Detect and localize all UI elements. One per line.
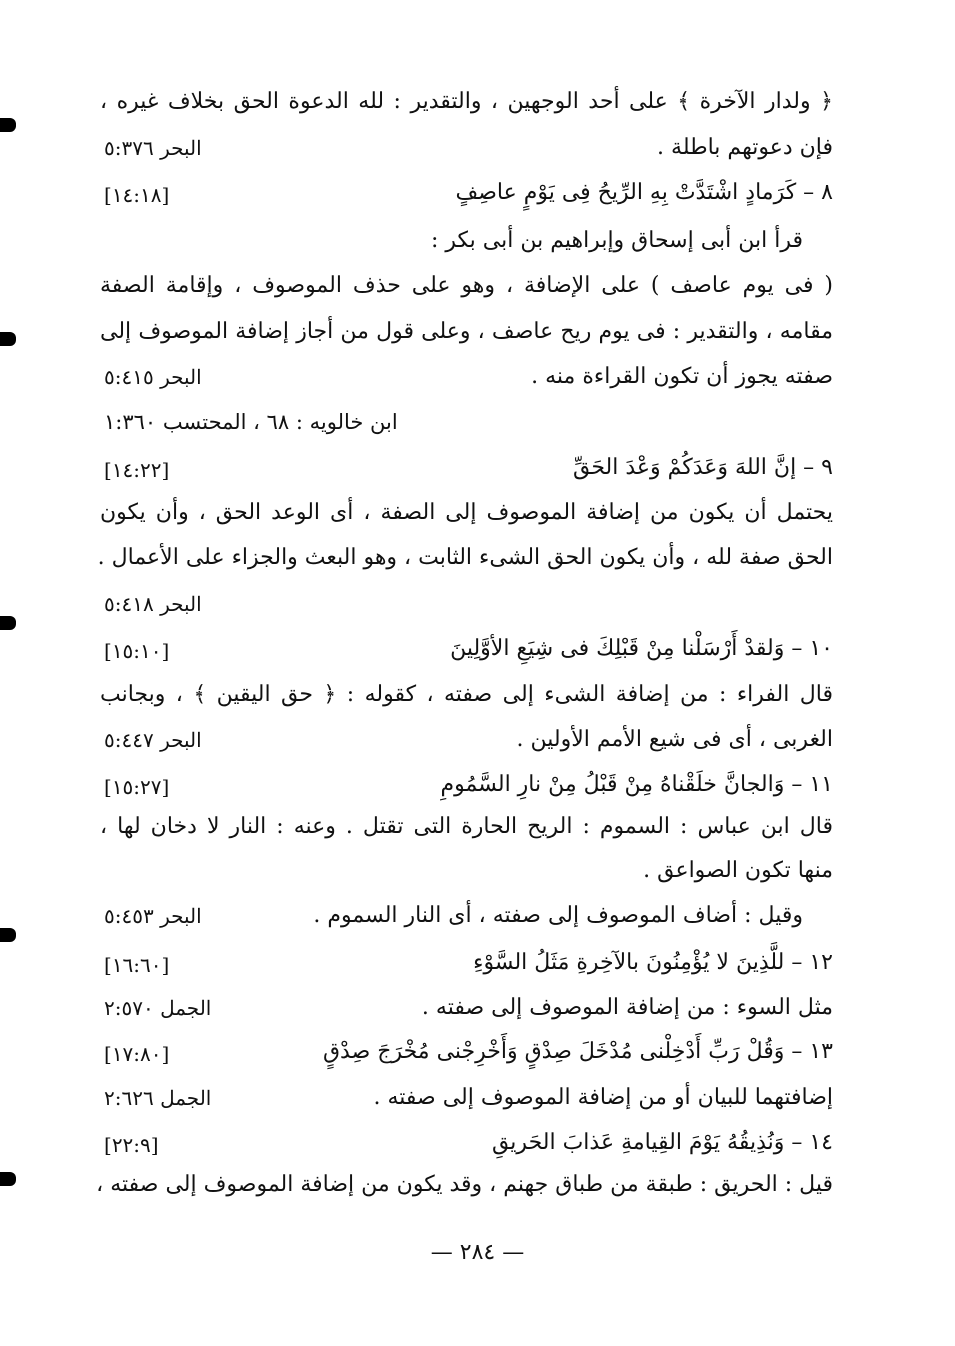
- verse-line: ١١ – وَالجانَّ خلَقْناهُ مِنْ قَبْلُ مِنْ نارِ السَّمُومِ: [440, 772, 833, 797]
- text-line: قال ابن عباس : السموم : الريح الحارة التى تقتل . وعنه : النار لا دخان لها ،: [100, 814, 833, 839]
- verse-line: ١٣ – وَقُلْ رَبِّ أَدْخِلْنى مُدْخَلَ صِدْقٍ وَأَخْرِجْنى مُخْرَجَ صِدْقٍ: [322, 1039, 833, 1064]
- source-reference: الجمل ٢:٦٢٦: [104, 1086, 212, 1110]
- margin-mark: [0, 1172, 16, 1186]
- verse-reference: [١٧:٨٠]: [104, 1042, 170, 1066]
- verse-reference: [٢٢:٩]: [104, 1133, 159, 1157]
- verse-reference: [١٥:٢٧]: [104, 775, 170, 799]
- text-line: مقامه ، والتقدير : فى يوم ريح عاصف ، وعلى قول من أجاز إضافة الموصوف إلى: [100, 319, 833, 344]
- page-number: — ٢٨٤ —: [430, 1240, 525, 1265]
- margin-mark: [0, 118, 16, 132]
- margin-mark: [0, 616, 16, 630]
- source-reference: البحر ٥:٤١٨: [104, 592, 202, 616]
- verse-reference: [١٤:٢٢]: [104, 458, 170, 482]
- verse-line: ١٢ – للَّذِينَ لا يُؤْمِنُونَ بالآخِرةِ مَثَلُ السَّوْءِ: [473, 950, 833, 975]
- text-line: قال الفراء : من إضافة الشىء إلى صفته ، كقوله : ﴿ حق اليقين ﴾ ، وبجانب: [100, 682, 833, 707]
- verse-line: ١٤ – وَنُذِيقُهُ يَوْمَ القِيامةِ عَذابَ الحَريقِ: [491, 1130, 833, 1155]
- margin-mark: [0, 928, 16, 942]
- source-reference: ابن خالويه : ٦٨ ، المحتسب ١:٣٦٠: [104, 410, 398, 434]
- text-line: قرأ ابن أبى إسحاق وإبراهيم بن أبى بكر :: [430, 228, 803, 253]
- text-line: يحتمل أن يكون من إضافة الموصوف إلى الصفة ، أى الوعد الحق ، وأن يكون: [100, 500, 833, 525]
- text-line: فإن دعوتهم باطلة .: [657, 135, 833, 160]
- text-line: منها تكون الصواعق .: [643, 858, 833, 883]
- text-line: ( فى يوم عاصف ) على الإضافة ، وهو على حذف الموصوف ، وإقامة الصفة: [100, 273, 833, 298]
- verse-reference: [١٥:١٠]: [104, 639, 170, 663]
- source-reference: البحر ٥:٣٧٦: [104, 136, 202, 160]
- source-reference: البحر ٥:٤١٥: [104, 365, 202, 389]
- margin-mark: [0, 332, 16, 346]
- text-line: مثل السوء : من إضافة الموصوف إلى صفته .: [421, 995, 833, 1020]
- source-reference: البحر ٥:٤٤٧: [104, 728, 202, 752]
- source-reference: البحر ٥:٤٥٣: [104, 904, 202, 928]
- text-line: صفته يجوز أن تكون القراءة منه .: [531, 364, 833, 389]
- verse-line: ٩ – إنَّ اللهَ وَعَدَكُمْ وَعْدَ الحَقِّ: [572, 455, 833, 480]
- text-line: قيل : الحريق : طبقة من طباق جهنم ، وقد يكون من إضافة الموصوف إلى صفته ،: [96, 1172, 833, 1197]
- text-line: إضافتهما للبيان أو من إضافة الموصوف إلى صفته .: [373, 1085, 833, 1110]
- verse-line: ٨ – كَرَمادٍ اشْتَدَّتْ بِهِ الرِّيحُ فِى يَوْمٍ عاصِفٍ: [455, 180, 833, 205]
- verse-reference: [١٤:١٨]: [104, 183, 170, 207]
- text-line: وقيل : أضاف الموصوف إلى صفته ، أى النار السموم .: [313, 903, 803, 928]
- text-line: الغربى ، أى فى شيع الأمم الأولين .: [516, 727, 833, 752]
- verse-line: ١٠ – وَلقدْ أَرْسَلْنا مِنْ قَبْلِكَ فى شِيَعِ الأوَّلِينَ: [450, 636, 833, 661]
- verse-reference: [١٦:٦٠]: [104, 953, 170, 977]
- text-line: ﴿ ولدار الآخرة ﴾ على أحد الوجهين ، والتقدير : لله الدعوة الحق بخلاف غيره ،: [100, 89, 834, 114]
- source-reference: الجمل ٢:٥٧٠: [104, 996, 212, 1020]
- text-line: الحق صفة لله ، وأن يكون الحق الشىء الثابت ، وهو البعث والجزاء على الأعمال .: [97, 545, 833, 570]
